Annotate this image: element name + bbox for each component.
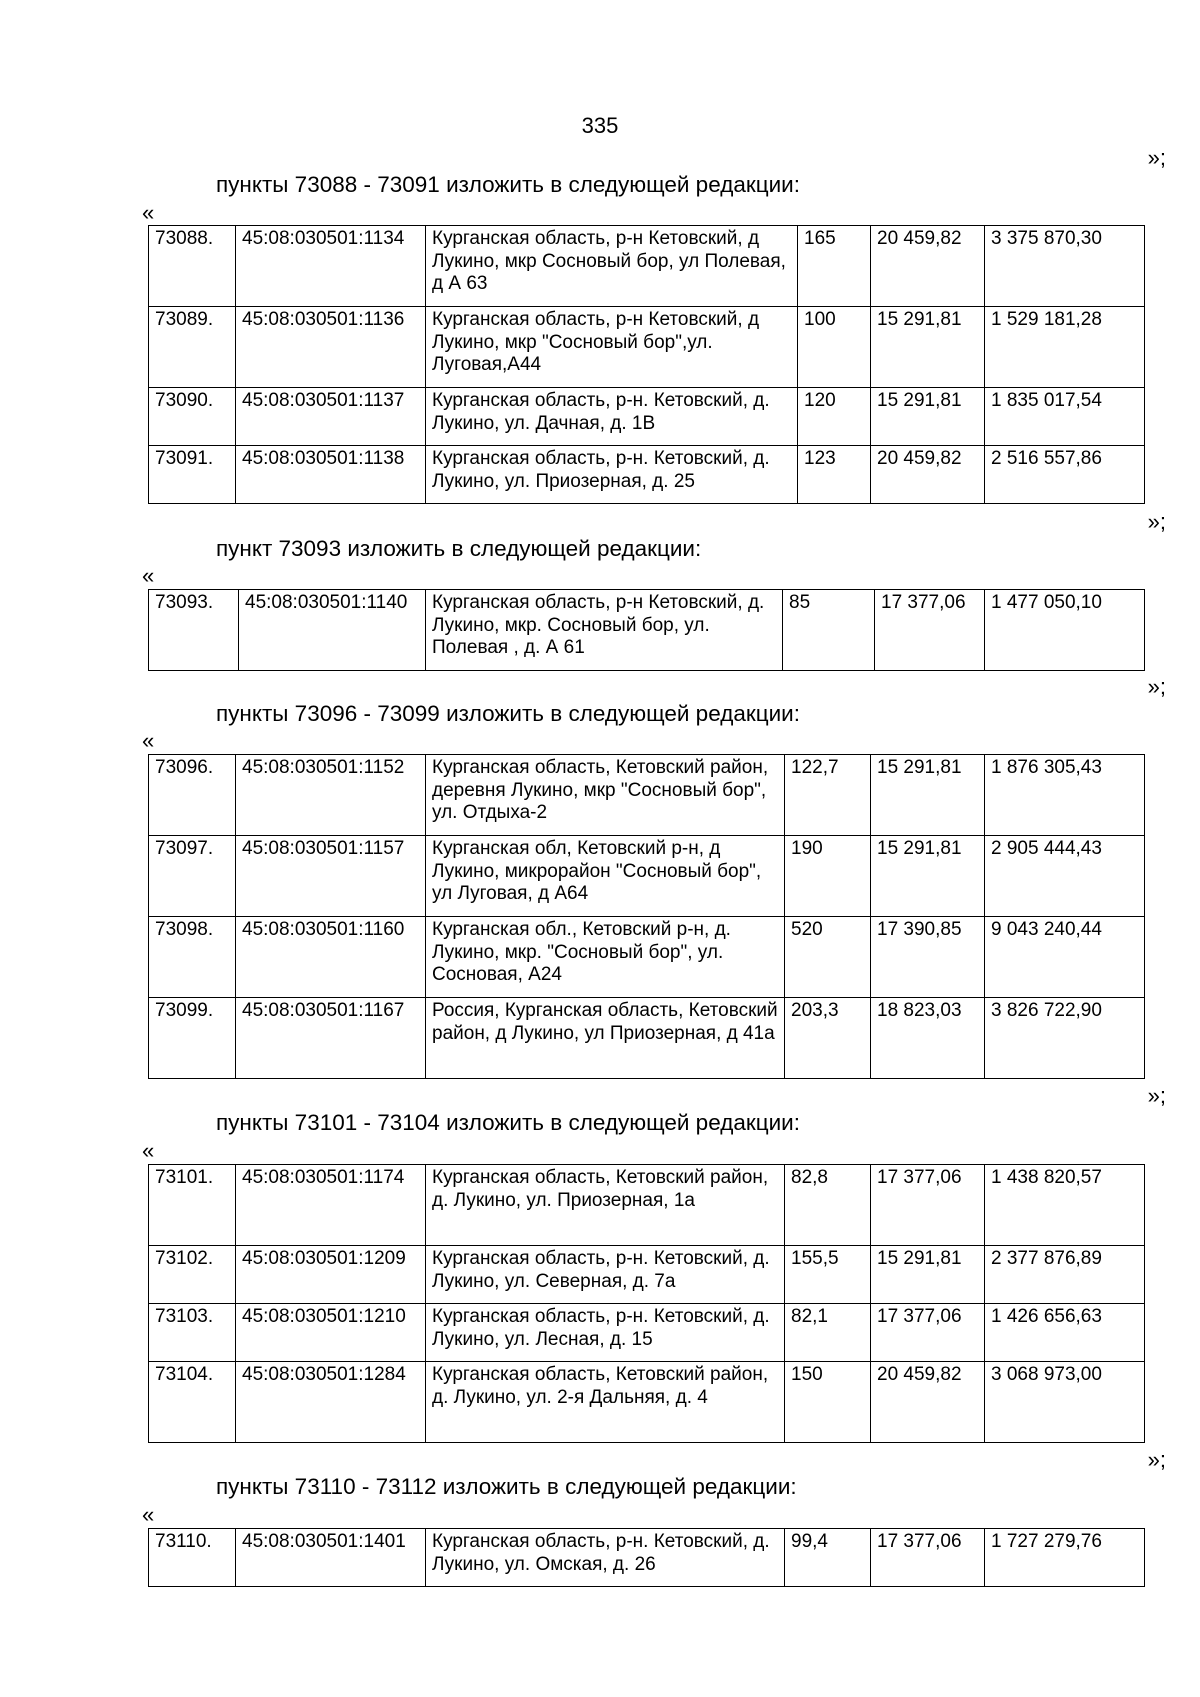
row-number: 73104.	[149, 1362, 236, 1443]
section-instruction: пункты 73101 - 73104 изложить в следующей редакции:	[216, 1110, 800, 1135]
address: Курганская обл, Кетовский р-н, д Лукино, микрорайон "Сосновый бор", ул Луговая, д А64	[426, 836, 785, 917]
area: 520	[785, 917, 871, 998]
cadastral-value: 1 876 305,43	[985, 755, 1145, 836]
address: Курганская область, р-н Кетовский, д Лукино, мкр "Сосновый бор",ул. Луговая,А44	[426, 307, 798, 388]
table-row	[149, 1362, 1145, 1443]
cadastral-value: 1 727 279,76	[985, 1529, 1145, 1587]
cadastral-number: 45:08:030501:1137	[236, 388, 426, 446]
closing-quote: »;	[1147, 145, 1166, 170]
row-number: 73093.	[149, 590, 239, 671]
area: 85	[783, 590, 875, 671]
area: 99,4	[785, 1529, 871, 1587]
cadastral-number: 45:08:030501:1157	[236, 836, 426, 917]
property-table	[148, 754, 1145, 1079]
row-number: 73103.	[149, 1304, 236, 1362]
opening-quote: «	[142, 1138, 155, 1163]
cadastral-value: 2 377 876,89	[985, 1246, 1145, 1304]
price: 18 823,03	[871, 998, 985, 1079]
row-number: 73090.	[149, 388, 236, 446]
address: Курганская область, р-н. Кетовский, д. Лукино, ул. Северная, д. 7а	[426, 1246, 785, 1304]
cadastral-number: 45:08:030501:1152	[236, 755, 426, 836]
closing-quote: »;	[1147, 1083, 1166, 1108]
section-instruction: пункт 73093 изложить в следующей редакции:	[216, 536, 702, 561]
table-row	[149, 755, 1145, 836]
cadastral-value: 1 426 656,63	[985, 1304, 1145, 1362]
property-table	[148, 589, 1145, 671]
cadastral-number: 45:08:030501:1134	[236, 226, 426, 307]
cadastral-number: 45:08:030501:1209	[236, 1246, 426, 1304]
area: 100	[798, 307, 871, 388]
price: 20 459,82	[871, 226, 985, 307]
row-number: 73089.	[149, 307, 236, 388]
address: Россия, Курганская область, Кетовский район, д Лукино, ул Приозерная, д 41а	[426, 998, 785, 1079]
area: 82,8	[785, 1165, 871, 1246]
address: Курганская область, Кетовский район, д. Лукино, ул. Приозерная, 1а	[426, 1165, 785, 1246]
cadastral-number: 45:08:030501:1210	[236, 1304, 426, 1362]
cadastral-number: 45:08:030501:1174	[236, 1165, 426, 1246]
price: 15 291,81	[871, 388, 985, 446]
cadastral-value: 2 516 557,86	[985, 446, 1145, 504]
area: 122,7	[785, 755, 871, 836]
address: Курганская обл., Кетовский р-н, д. Лукино, мкр. "Сосновый бор", ул. Сосновая, А24	[426, 917, 785, 998]
table-row	[149, 1246, 1145, 1304]
row-number: 73088.	[149, 226, 236, 307]
cadastral-number: 45:08:030501:1140	[239, 590, 426, 671]
row-number: 73099.	[149, 998, 236, 1079]
cadastral-value: 1 477 050,10	[985, 590, 1145, 671]
table-row	[149, 226, 1145, 307]
area: 155,5	[785, 1246, 871, 1304]
address: Курганская область, р-н. Кетовский, д. Лукино, ул. Лесная, д. 15	[426, 1304, 785, 1362]
table-row	[149, 1304, 1145, 1362]
address: Курганская область, Кетовский район, д. Лукино, ул. 2-я Дальняя, д. 4	[426, 1362, 785, 1443]
table-row	[149, 1165, 1145, 1246]
page-number: 335	[581, 113, 619, 138]
opening-quote: «	[142, 563, 155, 588]
property-table	[148, 1528, 1145, 1587]
table-row	[149, 590, 1145, 671]
price: 17 377,06	[875, 590, 985, 671]
address: Курганская область, Кетовский район, деревня Лукино, мкр "Сосновый бор", ул. Отдыха-2	[426, 755, 785, 836]
table-row	[149, 446, 1145, 504]
price: 20 459,82	[871, 1362, 985, 1443]
table-row	[149, 917, 1145, 998]
address: Курганская область, р-н. Кетовский, д. Лукино, ул. Дачная, д. 1В	[426, 388, 798, 446]
cadastral-value: 3 068 973,00	[985, 1362, 1145, 1443]
cadastral-number: 45:08:030501:1167	[236, 998, 426, 1079]
area: 82,1	[785, 1304, 871, 1362]
address: Курганская область, р-н. Кетовский, д. Лукино, ул. Омская, д. 26	[426, 1529, 785, 1587]
price: 15 291,81	[871, 1246, 985, 1304]
row-number: 73091.	[149, 446, 236, 504]
price: 15 291,81	[871, 755, 985, 836]
area: 203,3	[785, 998, 871, 1079]
section-instruction: пункты 73096 - 73099 изложить в следующей редакции:	[216, 701, 800, 726]
closing-quote: »;	[1147, 509, 1166, 534]
cadastral-number: 45:08:030501:1401	[236, 1529, 426, 1587]
area: 150	[785, 1362, 871, 1443]
area: 123	[798, 446, 871, 504]
closing-quote: »;	[1147, 1447, 1166, 1472]
cadastral-value: 1 529 181,28	[985, 307, 1145, 388]
address: Курганская область, р-н Кетовский, д Лукино, мкр Сосновый бор, ул Полевая, д А 63	[426, 226, 798, 307]
cadastral-value: 2 905 444,43	[985, 836, 1145, 917]
table-row	[149, 1529, 1145, 1587]
price: 17 377,06	[871, 1529, 985, 1587]
cadastral-number: 45:08:030501:1284	[236, 1362, 426, 1443]
table-row	[149, 307, 1145, 388]
address: Курганская область, р-н. Кетовский, д. Лукино, ул. Приозерная, д. 25	[426, 446, 798, 504]
row-number: 73098.	[149, 917, 236, 998]
section-instruction: пункты 73110 - 73112 изложить в следующей редакции:	[216, 1474, 797, 1499]
opening-quote: «	[142, 1502, 155, 1527]
area: 190	[785, 836, 871, 917]
closing-quote: »;	[1147, 674, 1166, 699]
price: 20 459,82	[871, 446, 985, 504]
row-number: 73110.	[149, 1529, 236, 1587]
area: 120	[798, 388, 871, 446]
cadastral-number: 45:08:030501:1138	[236, 446, 426, 504]
property-table	[148, 1164, 1145, 1443]
price: 17 390,85	[871, 917, 985, 998]
cadastral-value: 9 043 240,44	[985, 917, 1145, 998]
property-table	[148, 225, 1145, 504]
cadastral-value: 1 835 017,54	[985, 388, 1145, 446]
cadastral-number: 45:08:030501:1136	[236, 307, 426, 388]
cadastral-value: 3 375 870,30	[985, 226, 1145, 307]
cadastral-number: 45:08:030501:1160	[236, 917, 426, 998]
price: 15 291,81	[871, 307, 985, 388]
row-number: 73102.	[149, 1246, 236, 1304]
price: 17 377,06	[871, 1304, 985, 1362]
table-row	[149, 998, 1145, 1079]
price: 17 377,06	[871, 1165, 985, 1246]
opening-quote: «	[142, 200, 155, 225]
section-instruction: пункты 73088 - 73091 изложить в следующей редакции:	[216, 172, 800, 197]
cadastral-value: 3 826 722,90	[985, 998, 1145, 1079]
cadastral-value: 1 438 820,57	[985, 1165, 1145, 1246]
row-number: 73097.	[149, 836, 236, 917]
price: 15 291,81	[871, 836, 985, 917]
row-number: 73101.	[149, 1165, 236, 1246]
table-row	[149, 388, 1145, 446]
table-row	[149, 836, 1145, 917]
row-number: 73096.	[149, 755, 236, 836]
opening-quote: «	[142, 728, 155, 753]
area: 165	[798, 226, 871, 307]
address: Курганская область, р-н Кетовский, д. Лукино, мкр. Сосновый бор, ул. Полевая , д. А 61	[426, 590, 783, 671]
